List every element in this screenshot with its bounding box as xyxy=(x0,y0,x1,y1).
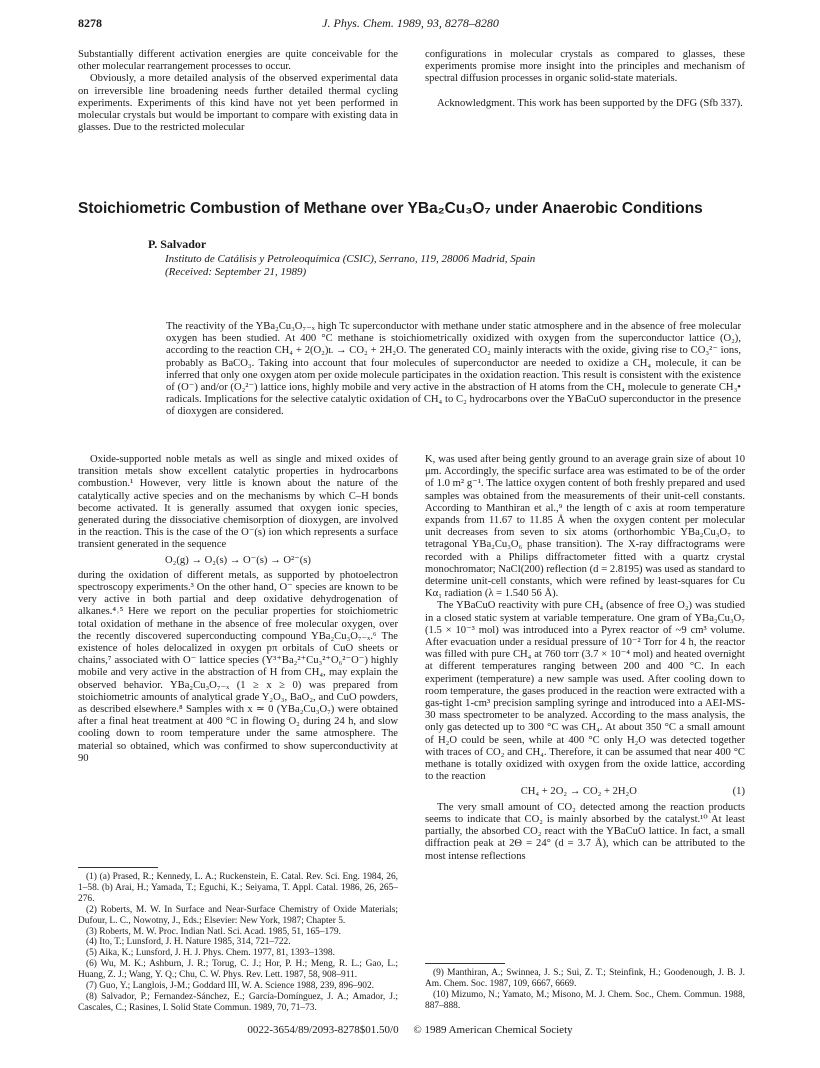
paragraph: K, was used after being gently ground to an average grain size of about 10 μm. Accordingly, the specific surface area was estimated to be of the order of 1.0 m² g⁻¹. The lattice oxygen content of both freshly prepared and used samples was obtained from the measurements of their unit-cell constants. According to Manthiran et al.,⁹ the length of c axis at room temperature expands from 11.67 to 11.85 Å when the oxygen content per molecular unit decreases from seven to six atoms (orthorhombic YBa₂Cu₃O₇ to tetragonal YBa₂Cu₃O₆ phase transition). The X-ray diffractograms were recorded with a Philips diffractometer fitted with a quartz crystal monochromator; NaCl(200) reflection (d = 2.8195) was used as standard to determine unit-cell constants, which were refined by least-squares for Cu Kα₁ radiation (λ = 1.540 56 Å). xyxy=(425,454,745,600)
equation-1 xyxy=(425,786,745,798)
equation: O₂(g) → O₂(s) → O⁻(s) → O²⁻(s) xyxy=(165,554,311,566)
previous-article-column-left xyxy=(78,49,398,134)
body-column-left xyxy=(78,454,398,765)
abstract xyxy=(166,321,741,419)
footnote: (3) Roberts, M. W. Proc. Indian Natl. Sci. Acad. 1985, 51, 165–179. xyxy=(86,926,341,937)
footnotes-left xyxy=(78,872,398,1014)
equation-number: (1) xyxy=(732,786,745,798)
paragraph: Substantially different activation energies are quite conceivable for the other molecular rearrangement processes to occur. xyxy=(78,49,398,73)
running-header xyxy=(78,16,743,32)
footnotes-right xyxy=(425,968,745,1012)
footnote: (4) Ito, T.; Lunsford, J. H. Nature 1985, 314, 721–722. xyxy=(86,937,291,948)
footnote: (1) (a) Prased, R.; Kennedy, L. A.; Ruckenstein, E. Catal. Rev. Sci. Eng. 1984, 26, 1–58. (b) Arai, H.; Yamada, T.; Eguchi, K.; Seiyama, T. Appl. Catal. 1986, 26, 265–276. xyxy=(78,872,398,904)
paragraph: during the oxidation of different metals, as supported by photoelectron spectroscopy experiments.³ On the other hand, O⁻ species are known to be very active in both partial and deep oxidative dehydrogenation of alkanes.⁴˒⁵ Here we report on the peculiar properties for stoichiometric total oxidation of methane in the absence of free molecular oxygen, over the recently discovered superconducting compound YBa₂Cu₃O₇₋ₓ.⁶ The existence of holes delocalized in oxygen pπ orbitals of CuO sheets or chains,⁷ associated with O⁻ lattice species (Y³⁺Ba₂²⁺Cu₃²⁺O₆²⁻O⁻) highly mobile and very active in the abstraction of H from CH₄, may explain the observed behavior. YBa₂Cu₃O₇₋ₓ (1 ≥ x ≥ 0) was prepared from stoichiometric amounts of analytical grade Y₂O₃, BaO₂, and CuO powders, as described elsewhere.⁸ Samples with x ≃ 0 (YBa₂Cu₃O₇) were obtained after a final heat treatment at 400 °C in flowing O₂ during 24 h, and slow cooling down to room temperature under the same atmosphere. The material so obtained, which was confirmed to show superconductivity at 90 xyxy=(78,569,398,764)
equation-body: CH₄ + 2O₂ → CO₂ + 2H₂O xyxy=(520,786,637,798)
abstract-text: The reactivity of the YBa₂Cu₃O₇₋ₓ high Tc superconductor with methane under static atmosphere and in the absence of free molecular oxygen has been studied. At 400 °C methane is stoichiometrically oxidized with oxygen from the superconductor lattice (O₂), according to the reaction CH₄ + 2(O₂)ʟ → CO₂ + 2H₂O. The generated CO₂ mainly interacts with the oxide, giving rise to CO₃²⁻ ions, probably as BaCO₃. Taking into account that four molecules of superconductor are needed to oxidize a CH₄ molecule, it can be inferred that only one oxygen atom per oxide molecule participates in the oxidation reaction. This result is consistent with the existence of (O⁻) and/or (O₂²⁻) lattice ions, highly mobile and very active in the abstraction of H atoms from the CH₄ molecule to generate CH₃• radicals. Implications for the selective catalytic oxidation of CH₄ to C₂ hydrocarbons over the YBaCuO superconductor in the presence of dioxygen are considered. xyxy=(166,321,741,418)
footnote: (10) Mizumo, N.; Yamato, M.; Misono, M. J. Chem. Soc., Chem. Commun. 1988, 887–888. xyxy=(425,989,745,1011)
body-column-right xyxy=(425,454,745,863)
paragraph: The YBaCuO reactivity with pure CH₄ (absence of free O₂) was studied in a closed static system at variable temperature. One gram of YBa₂Cu₃O₇ (1.5 × 10⁻³ mol) was introduced into a Pyrex reactor of ~9 cm³ volume. After evacuation under a residual pressure of 10⁻² Torr for 4 h, the reactor was filled with pure CH₄ at 760 torr (3.7 × 10⁻⁴ mol) and heated overnight at different temperatures ranging between 200 and 400 °C. In each experiment (temperature) a new sample was used. After cooling down to room temperature, the gases produced in the reaction were extracted with a gas-tight 1-cm³ precision sampling syringe and introduced into a AEI-MS-30 mass spectrometer to be analyzed. According to the mass analysis, the only gas detected up to 300 °C was CH₄. At about 350 °C a small amount of H₂O could be seen, while at 400 °C only H₂O was detected together with traces of CO₂ and CH₄. Therefore, it can be assumed that near 400 °C methane is totally oxidized with oxygen from the oxide lattice, according to the reaction xyxy=(425,600,745,783)
paragraph: Oxide-supported noble metals as well as single and mixed oxides of transition metals show excellent catalytic properties in hydrocarbons combustion.¹ However, very little is known about the nature of the catalytically active species and on the mechanisms by which C–H bonds become activated. It is generally assumed that oxygen ionic species, generated during the dissociative chemisorption of dioxygen, are involved in the reaction. This is the case of the O⁻(s) ion which represents a surface transient generated in the sequence xyxy=(78,454,398,551)
footnote-rule xyxy=(425,963,505,964)
footnote: (8) Salvador, P.; Fernandez-Sánchez, E.; García-Domínguez, J. A.; Amador, J.; Cascales, C.; Rasines, I. Solid State Commun. 1989, 70, 71–73. xyxy=(78,991,398,1013)
paragraph: The very small amount of CO₂ detected among the reaction products seems to indicate that CO₂ is mainly absorbed by the catalyst.¹⁰ At least partially, the absorbed CO₂ react with the YBaCuO lattice. In fact, a small diffraction peak at 2Θ = 24° (d = 3.7 Å), which can be attributed to the most intense reflections xyxy=(425,801,745,862)
author-name: P. Salvador xyxy=(148,237,207,251)
footnote: (9) Manthiran, A.; Swinnea, J. S.; Sui, Z. T.; Steinfink, H.; Goodenough, J. B. J. Am. Chem. Soc. 1987, 109, 6667, 6669. xyxy=(425,968,745,989)
article-code: 0022-3654/89/2093-8278$01.50/0 xyxy=(247,1024,399,1036)
footnote: (6) Wu, M. K.; Ashburn, J. R.; Torug, C. J.; Hor, P. H.; Meng, R. L.; Gao, L.; Huang, Z. J.; Wang, Y. Q.; Chu, C. W. Phys. Rev. Lett. 1987, 58, 908–911. xyxy=(78,959,398,981)
paragraph: Obviously, a more detailed analysis of the observed experimental data on irreversible line broadening needs further detailed thermal cycling experiments. Experiments of this kind have not yet been performed in molecular crystals but would be important to compare with existing data in glasses. Due to the restricted molecular xyxy=(78,73,398,134)
paragraph: configurations in molecular crystals as compared to glasses, these experiments promise more insight into the principles and mechanism of spectral diffusion processes in organic solid-state materials. xyxy=(425,49,745,85)
affiliation: Instituto de Catálisis y Petroleoquímica (CSIC), Serrano, 119, 28006 Madrid, Spain xyxy=(165,253,536,265)
page-number: 8278 xyxy=(78,16,102,30)
footnote-rule xyxy=(78,867,158,868)
footnote: (2) Roberts, M. W. In Surface and Near-Surface Chemistry of Oxide Materials; Dufour, L. C., Nowotny, J., Eds.; Elsevier: New York, 1987; Chapter 5. xyxy=(78,904,398,926)
page-footer xyxy=(0,1024,820,1036)
footnote: (5) Aika, K.; Lunsford, J. H. J. Phys. Chem. 1977, 81, 1393–1398. xyxy=(86,948,335,959)
journal-citation: J. Phys. Chem. 1989, 93, 8278–8280 xyxy=(322,16,499,30)
received-date: (Received: September 21, 1989) xyxy=(165,266,307,278)
copyright: © 1989 American Chemical Society xyxy=(413,1024,573,1036)
article-title: Stoichiometric Combustion of Methane over YBa₂Cu₃O₇ under Anaerobic Conditions xyxy=(78,200,703,217)
acknowledgment: Acknowledgment. This work has been supported by the DFG (Sfb 337). xyxy=(437,97,743,109)
previous-article-column-right xyxy=(425,49,745,110)
affiliation-block xyxy=(165,253,765,279)
footnote: (7) Guo, Y.; Langlois, J-M.; Goddard III, W. A. Science 1988, 239, 896–902. xyxy=(86,981,374,992)
